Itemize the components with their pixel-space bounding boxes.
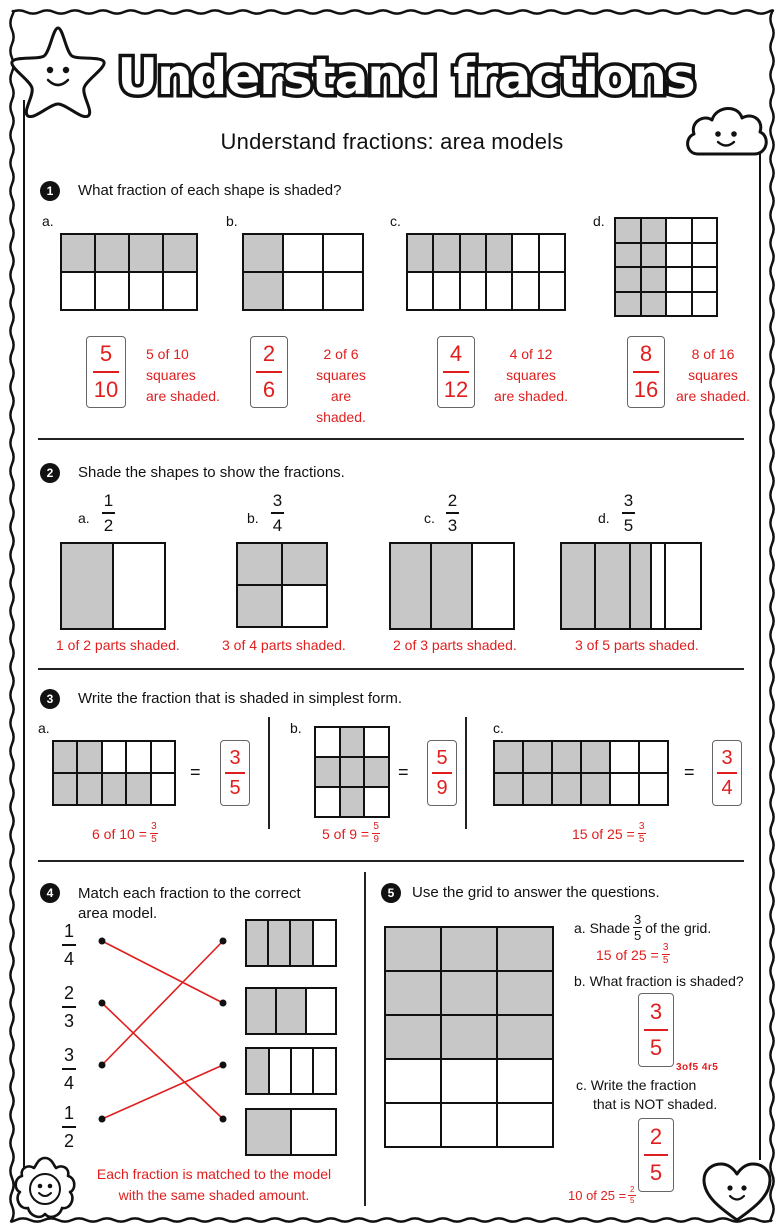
grid-cell (582, 742, 609, 772)
denominator: 4 (272, 515, 283, 535)
calc-fraction (662, 943, 670, 966)
q1-answer-d (627, 336, 665, 408)
q2-shape-a[interactable] (60, 542, 166, 630)
q4-note (94, 1164, 334, 1206)
q5-part-b: b. What fraction is shaded? (574, 973, 744, 989)
denominator: 5 (623, 515, 634, 535)
grid-cell (553, 774, 580, 804)
q2-fraction-a (102, 492, 115, 534)
grid-cell (316, 758, 339, 786)
numerator: 3 (623, 491, 634, 510)
question-3-number: 3 (40, 689, 60, 709)
q2-shape-b[interactable] (236, 542, 328, 628)
q3-calc-c (572, 822, 646, 845)
denominator: 5 (662, 955, 669, 966)
grid-cell (130, 273, 162, 309)
q1-shape-a (60, 233, 198, 311)
grid-cell (540, 235, 564, 271)
grid-cell (152, 774, 174, 804)
grid-cell (616, 244, 640, 267)
page-title (96, 32, 716, 116)
q2-letter-a: a. (78, 510, 90, 526)
q1-letter-c: c. (390, 213, 401, 229)
q4-fraction-3 (62, 1046, 76, 1092)
q4-model-1[interactable] (245, 919, 337, 967)
grid-cell (640, 742, 667, 772)
q1-answer-c (437, 336, 475, 408)
question-3-prompt: Write the fraction that is shaded in simplest form. (78, 690, 403, 707)
grid-cell (498, 1016, 552, 1058)
grid-cell (78, 774, 100, 804)
section-divider (38, 668, 744, 670)
q1-shape-d (614, 217, 718, 317)
grid-cell (582, 774, 609, 804)
prompt-line: Match each fraction to the correct (78, 885, 301, 902)
q4-fraction-4 (62, 1104, 76, 1150)
answer-denominator: 6 (262, 376, 276, 402)
q4-model-4[interactable] (245, 1108, 337, 1156)
q2-caption-d: 3 of 5 parts shaded. (575, 637, 699, 653)
q3-letter-a: a. (38, 720, 50, 736)
grid-cell (498, 1104, 552, 1146)
calc-text: 10 of 25 = (568, 1188, 627, 1203)
note-line: 5 of 10 (146, 346, 189, 362)
grid-cell (434, 273, 458, 309)
grid-cell (244, 273, 282, 309)
flower-mascot-icon (10, 1152, 80, 1224)
grid-cell (341, 788, 364, 816)
grid-cell (616, 268, 640, 291)
numerator: 1 (63, 921, 74, 941)
section-divider (38, 860, 744, 862)
question-2-prompt: Shade the shapes to show the fractions. (78, 464, 345, 481)
grid-cell (365, 728, 388, 756)
q1-shape-c (406, 233, 566, 311)
grid-cell (487, 273, 511, 309)
q5-answer-b (638, 993, 674, 1067)
grid-cell (78, 742, 100, 772)
answer-numerator: 5 (99, 341, 113, 367)
calc-text: 6 of 10 = (92, 825, 147, 842)
answer-denominator: 16 (633, 376, 659, 402)
note-line: squares (506, 367, 556, 383)
grid-cell (693, 244, 717, 267)
grid-cell (408, 273, 432, 309)
grid-cell (667, 219, 691, 242)
q5-grid[interactable] (384, 926, 554, 1148)
q1-answer-b (250, 336, 288, 408)
grid-cell (616, 219, 640, 242)
numerator: 3 (272, 491, 283, 510)
grid-cell (495, 774, 522, 804)
q1-letter-d: d. (593, 213, 605, 229)
answer-denominator: 5 (649, 1034, 663, 1060)
equals-sign: = (684, 762, 695, 782)
q2-caption-b: 3 of 4 parts shaded. (222, 637, 346, 653)
q2-letter-d: d. (598, 510, 610, 526)
q2-shape-d[interactable] (560, 542, 702, 630)
question-5-number: 5 (381, 883, 401, 903)
q5-part-a (574, 913, 711, 942)
grid-cell (386, 928, 440, 970)
heart-mascot-icon (700, 1160, 774, 1224)
grid-cell (365, 788, 388, 816)
q4-model-3[interactable] (245, 1047, 337, 1095)
q2-fraction-d (622, 492, 635, 534)
grid-cell (642, 244, 666, 267)
numerator: 3 (662, 942, 669, 953)
answer-numerator: 3 (721, 747, 733, 770)
grid-cell (442, 1016, 496, 1058)
answer-denominator: 4 (721, 776, 733, 799)
part-c-line: c. Write the fraction (576, 1077, 697, 1093)
grid-cell (62, 235, 94, 271)
grid-cell (365, 758, 388, 786)
column-divider (268, 717, 270, 829)
grid-cell (498, 928, 552, 970)
answer-numerator: 2 (649, 1124, 663, 1150)
q1-shape-b (242, 233, 364, 311)
grid-cell (127, 742, 149, 772)
grid-cell (164, 235, 196, 271)
grid-cell (54, 742, 76, 772)
grid-cell (642, 219, 666, 242)
note-line: 4 of 12 (509, 346, 553, 362)
q2-caption-c: 2 of 3 parts shaded. (393, 637, 517, 653)
answer-numerator: 8 (639, 341, 653, 367)
grid-cell (611, 742, 638, 772)
grid-cell (324, 273, 362, 309)
note-line: are shaded. (316, 388, 366, 425)
question-4-prompt (78, 884, 301, 924)
note-line: squares (146, 367, 196, 383)
equals-sign: = (398, 762, 409, 782)
question-5-prompt: Use the grid to answer the questions. (412, 884, 660, 901)
numerator: 3 (633, 912, 642, 927)
grid-cell (408, 235, 432, 271)
grid-cell (386, 1016, 440, 1058)
grid-cell (498, 1060, 552, 1102)
denominator: 5 (638, 834, 645, 845)
q3-answer-b (427, 740, 457, 806)
q3-calc-b (322, 822, 380, 845)
denominator: 9 (373, 834, 379, 845)
part-a-text: of the grid. (645, 919, 712, 936)
grid-cell (642, 293, 666, 316)
grid-cell (611, 774, 638, 804)
grid-cell (524, 742, 551, 772)
grid-cell (386, 972, 440, 1014)
calc-fraction (638, 822, 646, 845)
numerator: 2 (447, 491, 458, 510)
denominator: 2 (63, 1130, 74, 1151)
grid-cell (96, 273, 128, 309)
q1-note-d (676, 344, 750, 407)
q3-shape-c (493, 740, 669, 806)
grid-cell (152, 742, 174, 772)
q5-part-c (576, 1076, 717, 1114)
numerator: 2 (63, 983, 74, 1003)
q4-model-2[interactable] (245, 987, 337, 1035)
grid-cell (324, 235, 362, 271)
numerator: 5 (373, 821, 379, 832)
q3-shape-b (314, 726, 390, 818)
numerator: 1 (63, 1103, 74, 1123)
answer-denominator: 5 (649, 1159, 663, 1185)
grid-cell (103, 774, 125, 804)
q2-caption-a: 1 of 2 parts shaded. (56, 637, 180, 653)
grid-cell (316, 788, 339, 816)
grid-cell (442, 1060, 496, 1102)
denominator: 3 (63, 1010, 74, 1031)
answer-numerator: 5 (436, 747, 448, 770)
q3-answer-c (712, 740, 742, 806)
grid-cell (341, 758, 364, 786)
q1-note-b (305, 344, 377, 428)
answer-numerator: 3 (649, 999, 663, 1025)
page-title-text: Understand fractions (117, 48, 695, 106)
answer-denominator: 10 (93, 376, 119, 402)
column-divider (364, 872, 366, 1206)
grid-cell (461, 273, 485, 309)
grid-cell (667, 268, 691, 291)
note-line: Each fraction is matched to the model (96, 1166, 332, 1182)
q3-letter-c: c. (493, 720, 504, 736)
q5-answer-c (638, 1118, 674, 1192)
q3-calc-a (92, 822, 158, 845)
calc-text: 5 of 9 = (322, 825, 370, 842)
column-divider (465, 717, 467, 829)
grid-cell (498, 972, 552, 1014)
q4-fraction-2 (62, 984, 76, 1030)
grid-cell (386, 1060, 440, 1102)
q5-part-a-calc (596, 943, 670, 966)
answer-denominator: 9 (436, 776, 448, 799)
question-1-prompt: What fraction of each shape is shaded? (78, 182, 342, 199)
q3-letter-b: b. (290, 720, 302, 736)
grid-cell (62, 273, 94, 309)
note-line: 2 of 6 (323, 346, 359, 362)
grid-cell (540, 273, 564, 309)
grid-cell (341, 728, 364, 756)
equals-sign: = (190, 762, 201, 782)
denominator: 4 (63, 948, 74, 969)
grid-cell (96, 235, 128, 271)
answer-numerator: 4 (449, 341, 463, 367)
calc-text: 15 of 25 = (572, 825, 635, 842)
question-1-number: 1 (40, 181, 60, 201)
calc-fraction (628, 1186, 636, 1205)
answer-numerator: 3 (229, 747, 241, 770)
grid-cell (442, 972, 496, 1014)
answer-numerator: 2 (262, 341, 276, 367)
q2-letter-c: c. (424, 510, 435, 526)
grid-cell (442, 1104, 496, 1146)
q1-note-a (146, 344, 220, 407)
grid-cell (284, 235, 322, 271)
numerator: 3 (63, 1045, 74, 1065)
question-4-number: 4 (40, 883, 60, 903)
q1-letter-a: a. (42, 213, 54, 229)
grid-cell (164, 273, 196, 309)
grid-cell (244, 235, 282, 271)
q3-answer-a (220, 740, 250, 806)
note-line: are shaded. (494, 388, 568, 404)
q2-fraction-b (271, 492, 284, 534)
q2-fraction-c (446, 492, 459, 534)
denominator: 5 (151, 834, 157, 845)
grid-cell (284, 273, 322, 309)
grid-cell (54, 774, 76, 804)
grid-cell (442, 928, 496, 970)
q1-note-c (494, 344, 568, 407)
part-c-line: that is NOT shaded. (593, 1096, 718, 1112)
numerator: 3 (151, 821, 157, 832)
note-line: with the same shaded amount. (118, 1187, 310, 1203)
grid-cell (667, 244, 691, 267)
prompt-line: area model. (78, 905, 158, 922)
denominator: 5 (629, 1196, 635, 1205)
note-line: squares (688, 367, 738, 383)
grid-cell (693, 268, 717, 291)
calc-text: 15 of 25 = (596, 946, 659, 963)
grid-cell (495, 742, 522, 772)
grid-cell (130, 235, 162, 271)
grid-cell (640, 774, 667, 804)
grid-cell (693, 219, 717, 242)
grid-cell (667, 293, 691, 316)
answer-denominator: 5 (229, 776, 241, 799)
denominator: 4 (63, 1072, 74, 1093)
question-2-number: 2 (40, 463, 60, 483)
note-line: are shaded. (146, 388, 220, 404)
grid-cell (461, 235, 485, 271)
grid-cell (693, 293, 717, 316)
numerator: 2 (629, 1185, 635, 1194)
q2-shape-c[interactable] (389, 542, 515, 630)
grid-cell (127, 774, 149, 804)
q1-answer-a (86, 336, 126, 408)
note-line: 8 of 16 (691, 346, 735, 362)
denominator: 2 (103, 515, 114, 535)
q3-shape-a (52, 740, 176, 806)
grid-cell (513, 273, 537, 309)
denominator: 5 (633, 928, 642, 943)
q2-letter-b: b. (247, 510, 259, 526)
part-a-text: a. Shade (574, 919, 631, 936)
grid-cell (616, 293, 640, 316)
grid-cell (513, 235, 537, 271)
denominator: 3 (447, 515, 458, 535)
q5-part-c-calc (568, 1186, 636, 1205)
grid-cell (524, 774, 551, 804)
q1-letter-b: b. (226, 213, 238, 229)
q4-fraction-1 (62, 922, 76, 968)
numerator: 3 (638, 821, 645, 832)
note-line: squares (316, 367, 366, 383)
calc-fraction (150, 822, 158, 845)
part-a-fraction (633, 913, 642, 942)
grid-cell (103, 742, 125, 772)
grid-cell (487, 235, 511, 271)
star-mascot-icon (8, 22, 108, 118)
grid-cell (642, 268, 666, 291)
answer-denominator: 12 (443, 376, 469, 402)
note-line: are shaded. (676, 388, 750, 404)
page-subtitle: Understand fractions: area models (220, 129, 564, 154)
grid-cell (386, 1104, 440, 1146)
section-divider (38, 438, 744, 440)
grid-cell (553, 742, 580, 772)
grid-cell (316, 728, 339, 756)
numerator: 1 (103, 491, 114, 510)
q5-scribble: 3of5 4r5 (676, 1062, 719, 1073)
grid-cell (434, 235, 458, 271)
calc-fraction (372, 822, 380, 845)
